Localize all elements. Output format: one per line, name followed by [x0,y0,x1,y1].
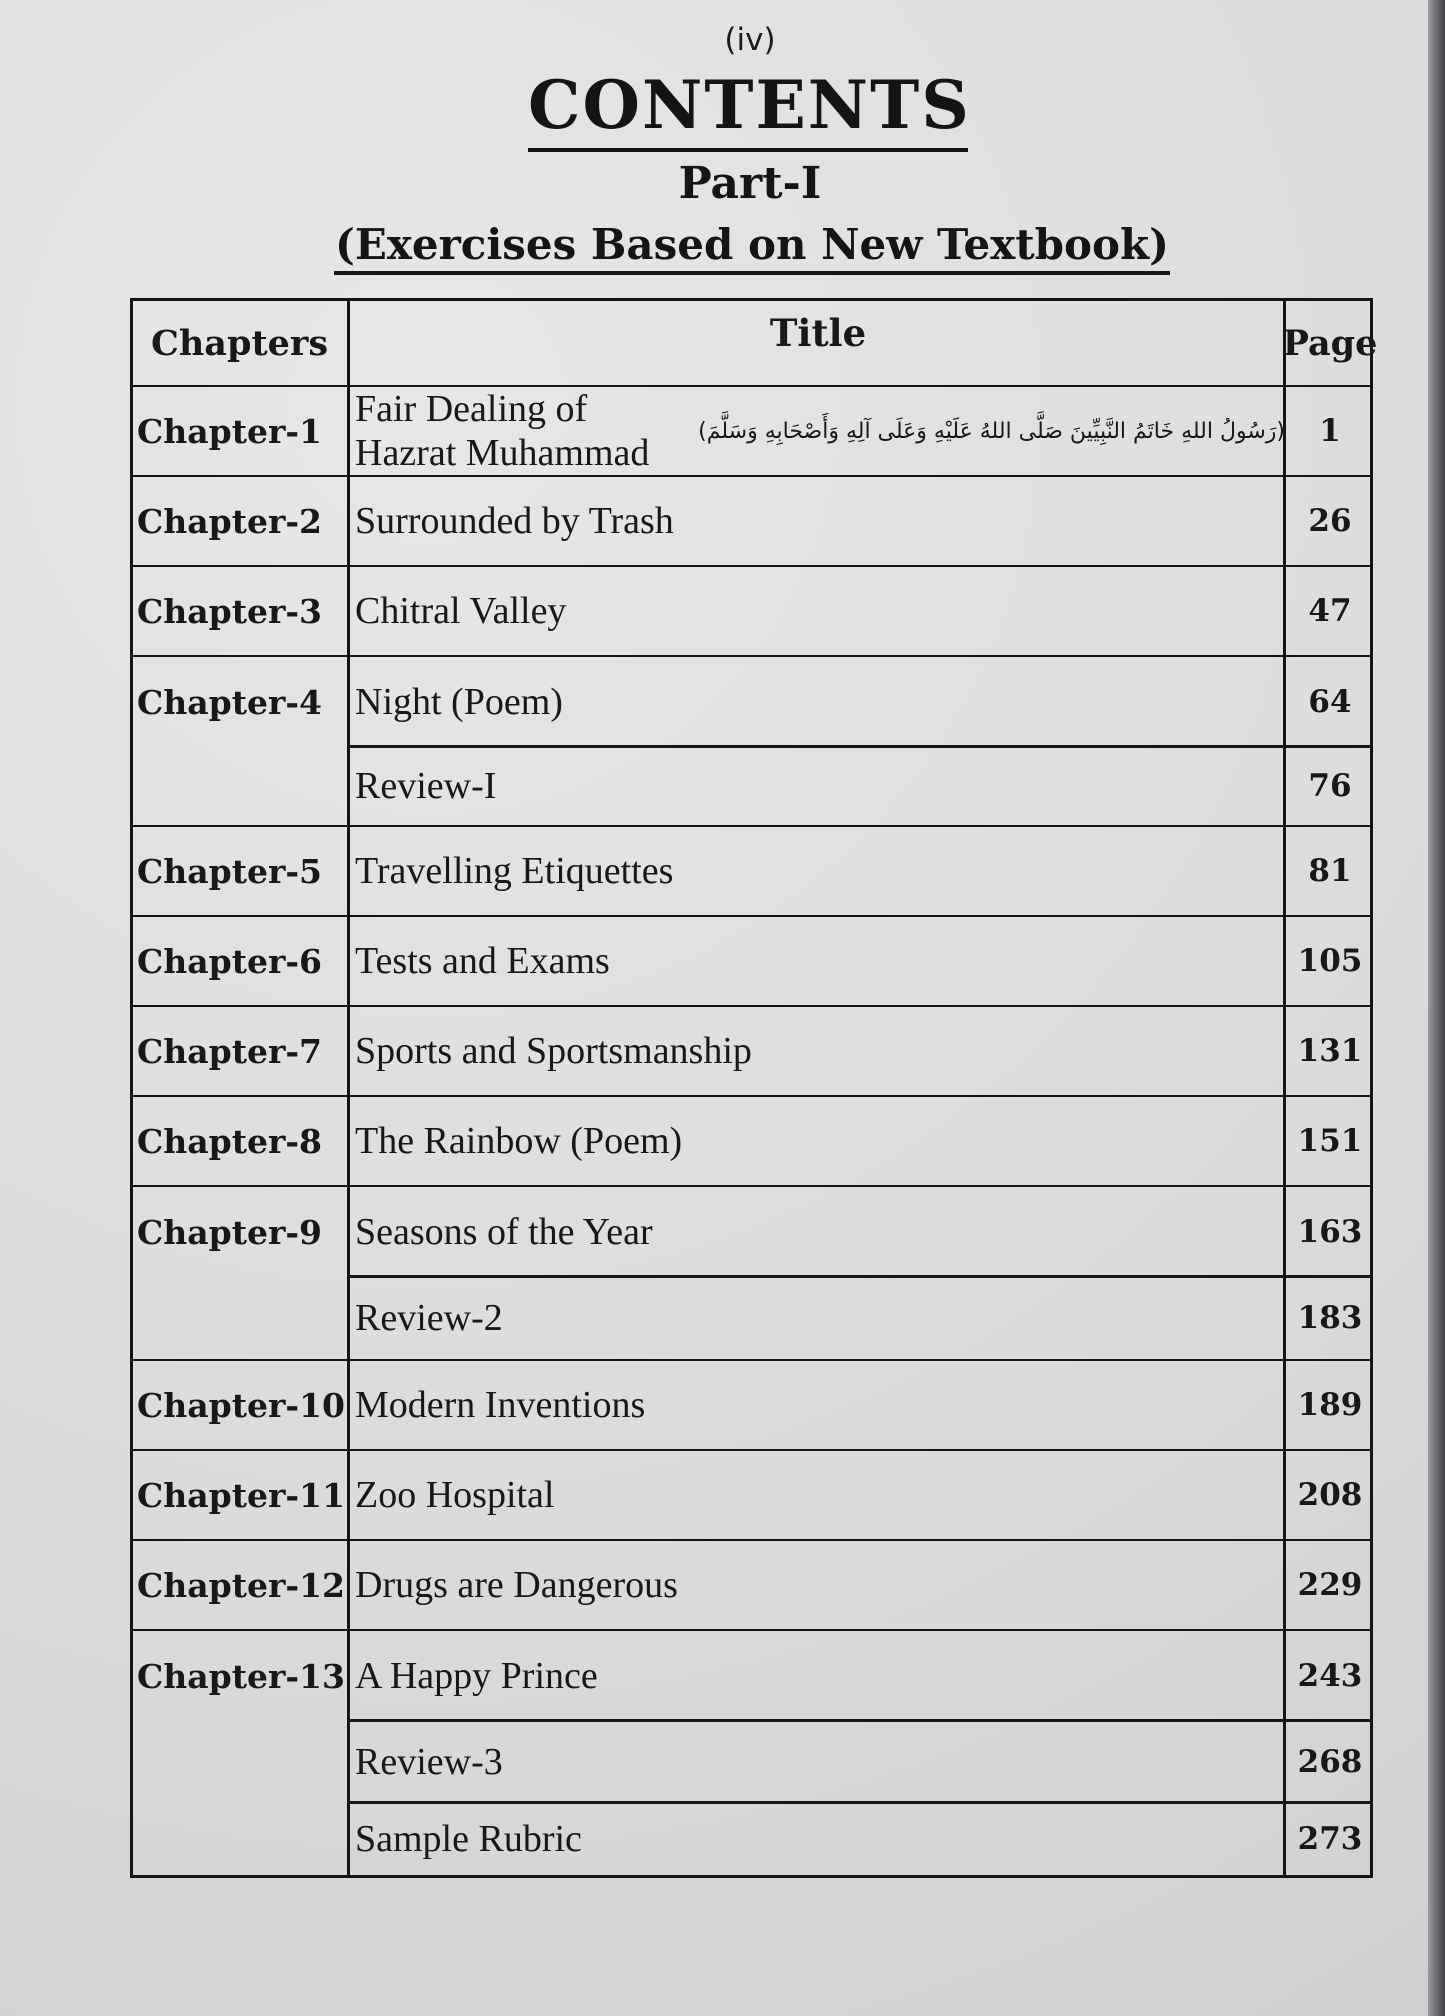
salawat-text: (رَسُولُ اللهِ خَاتَمُ النَّبِيِّينَ صَلَّى اللهُ عَلَيْهِ وَعَلَى آلِهِ وَأَصْحَابِهِ وَسَلَّمَ) [698,418,1285,444]
chapter-label: Chapter-13 [137,1656,345,1696]
chapter-title: Review-I [355,765,497,807]
page-number-cell: 105 [1297,943,1363,979]
chapter-title: Tests and Exams [355,940,610,982]
page-number-cell: 26 [1308,503,1352,539]
chapter-title-text: Fair Dealing of Hazrat Muhammad [355,388,650,474]
page-number-cell: 189 [1297,1387,1363,1423]
page-number-cell: 131 [1297,1033,1363,1069]
chapter-label: Chapter-7 [137,1031,322,1071]
table-row [133,657,1370,747]
chapter-title: Sample Rubric [355,1818,582,1860]
header-chapters: Chapters [151,322,329,364]
page-number-cell: 64 [1308,684,1352,720]
page-number-cell: 47 [1308,593,1352,629]
chapter-title: Night (Poem) [355,681,563,723]
chapter-title: Chitral Valley [355,590,567,632]
chapter-label: Chapter-6 [137,941,322,981]
table-row [133,1541,1370,1631]
page-number-cell: 273 [1297,1821,1363,1857]
chapter-label: Chapter-11 [137,1475,345,1515]
chapter-title [351,387,1285,475]
page-number-cell: 268 [1297,1744,1363,1780]
table-row [133,1277,1370,1361]
table-row [133,1631,1370,1721]
page-number-cell: 243 [1297,1658,1363,1694]
table-row [133,1803,1370,1875]
table-row [133,1187,1370,1277]
page-number-cell: 81 [1308,853,1352,889]
chapter-title: Drugs are Dangerous [355,1564,678,1606]
table-row [133,917,1370,1007]
chapter-label: Chapter-8 [137,1121,322,1161]
chapter-label: Chapter-12 [137,1565,345,1605]
page-number-cell: 76 [1308,768,1352,804]
chapter-title: The Rainbow (Poem) [355,1120,683,1162]
contents-table [130,298,1378,1878]
table-row [133,567,1370,657]
table-row [133,477,1370,567]
table-row [133,1361,1370,1451]
page-number-cell: 1 [1319,413,1341,449]
chapter-title: Surrounded by Trash [355,500,674,542]
table-row [133,1097,1370,1187]
chapter-label: Chapter-10 [137,1385,345,1425]
chapter-title: Review-3 [355,1741,503,1783]
chapter-label: Chapter-9 [137,1212,322,1252]
page-number-cell: 183 [1297,1300,1363,1336]
table-row [133,827,1370,917]
page-number-cell: 229 [1297,1567,1363,1603]
page-edge-shadow [1428,0,1445,2016]
chapter-label: Chapter-4 [137,682,322,722]
chapter-title: Seasons of the Year [355,1211,653,1253]
chapter-title: Review-2 [355,1297,503,1339]
section-heading: (Exercises Based on New Textbook) [334,220,1170,275]
chapter-label: Chapter-5 [137,851,322,891]
table-row [133,1721,1370,1803]
chapter-title: Travelling Etiquettes [355,850,674,892]
table-row [133,747,1370,827]
chapter-title: Sports and Sportsmanship [355,1030,752,1072]
chapter-title: A Happy Prince [355,1655,598,1697]
part-heading: Part-I [678,158,822,209]
page-number: (iv) [724,22,776,58]
page-number-cell: 151 [1297,1123,1363,1159]
page-number-cell: 163 [1297,1214,1363,1250]
table-row [133,387,1370,477]
chapter-title: Zoo Hospital [355,1474,555,1516]
heading-underline [528,148,968,152]
table-header [133,301,1378,387]
contents-heading: CONTENTS [528,66,971,144]
chapter-label: Chapter-1 [137,411,322,451]
chapter-label: Chapter-2 [137,501,322,541]
header-page: Page [1282,322,1378,364]
chapter-label: Chapter-3 [137,591,322,631]
table-row [133,1007,1370,1097]
table-row [133,1451,1370,1541]
page-number-cell: 208 [1297,1477,1363,1513]
header-title: Title [769,311,867,355]
chapter-title: Modern Inventions [355,1384,646,1426]
